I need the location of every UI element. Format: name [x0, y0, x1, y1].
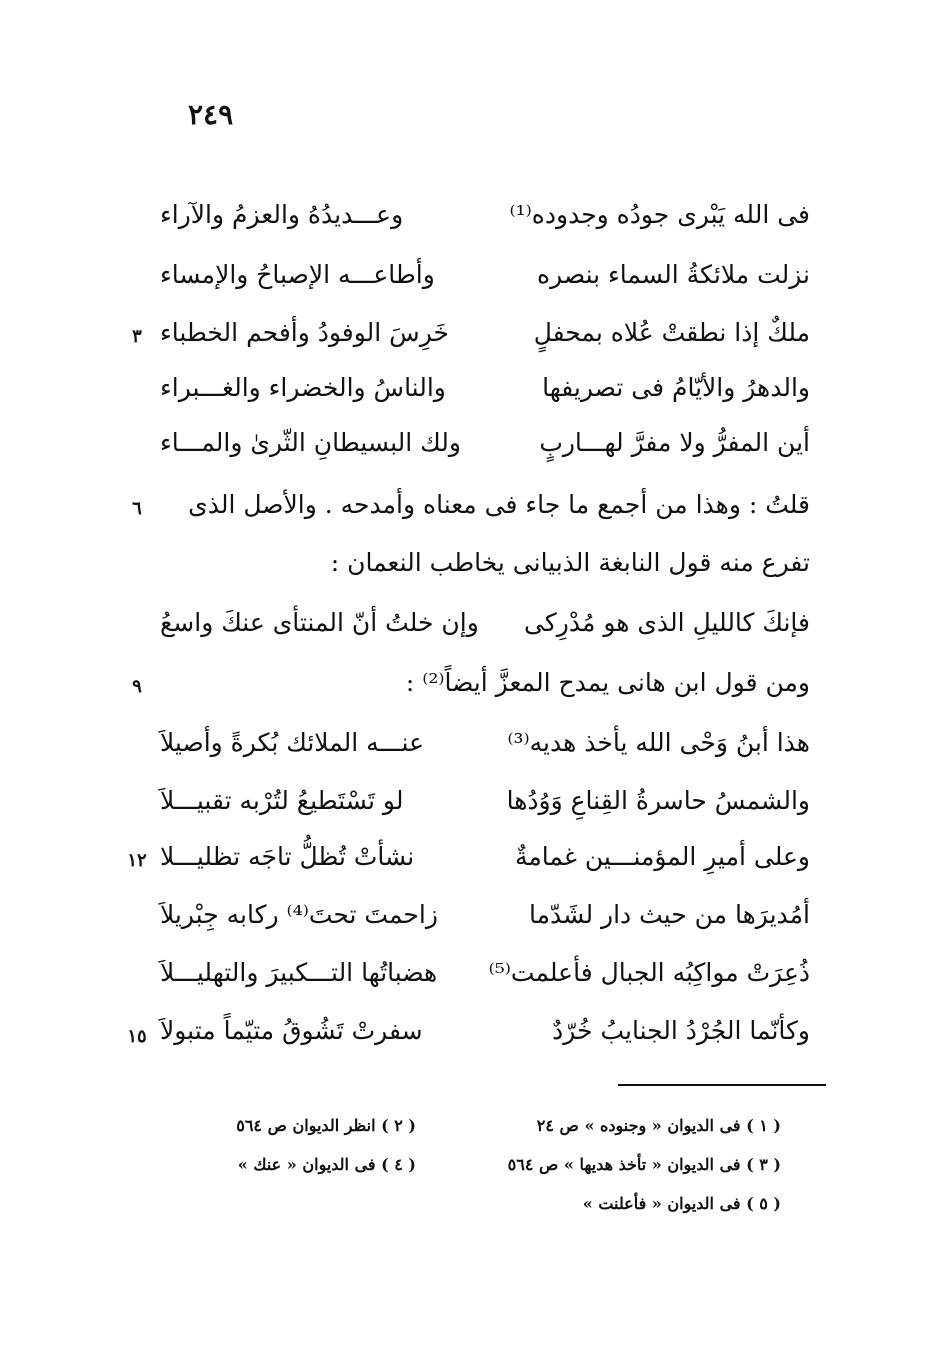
verse-line: [160, 373, 810, 419]
verse-line: [160, 900, 810, 946]
verse-line: [160, 608, 810, 654]
verse-hemistich-first: ملكٌ إذا نطقتْ عُلاه بمحفلٍ: [533, 318, 810, 347]
verse-hemistich-second: لو تَسْتَطيعُ لتُرْبه تقبيـــلاَ: [160, 786, 404, 815]
verse-line: [160, 728, 810, 774]
verse-hemistich-first: وعلى أميرِ المؤمنـــين غمامةٌ: [515, 842, 810, 871]
line-number: ٣: [132, 326, 142, 347]
verse-hemistich-first: والدهرُ والأيّامُ فى تصريفها: [542, 373, 810, 402]
footnote: ( ١ ) فى الديوان « وجنوده » ص ٢٤: [536, 1116, 781, 1135]
verse-hemistich-first: أمُديرَها من حيث دار لشَدّما: [529, 900, 810, 929]
verse-line: [160, 842, 810, 888]
verse-hemistich-first: والشمسُ حاسرةُ القِناعِ وَوُدُها: [506, 786, 810, 815]
line-number: ١٢: [127, 850, 147, 871]
verse-line: [160, 786, 810, 832]
verse-hemistich-second: والناسُ والخضراء والغـــبراء: [160, 373, 446, 402]
verse-line: [160, 200, 810, 246]
verse-hemistich-second: عنـــه الملائك بُكرةً وأصيلاَ: [160, 728, 425, 757]
line-number: ٩: [132, 676, 142, 697]
verse-line: [160, 958, 810, 1004]
verse-hemistich-first: فإنكَ كالليلِ الذى هو مُدْرِكى: [524, 608, 810, 637]
verse-hemistich-first: هذا أبنُ وَحْى الله يأخذ هديه⁽³⁾: [507, 728, 810, 757]
verse-hemistich-second: ولك البسيطانِ الثّرىٰ والمـــاء: [160, 428, 461, 457]
verse-line: [160, 260, 810, 306]
verse-line: [160, 318, 810, 364]
verse-hemistich-second: هضباتُها التـــكبيرَ والتهليـــلاَ: [160, 958, 438, 987]
verse-hemistich-first: فى الله يَبْرى جودُه وجدوده⁽¹⁾: [509, 200, 810, 229]
footnote: ( ٢ ) انظر الديوان ص ٥٦٤: [236, 1116, 416, 1135]
prose-line: تفرع منه قول النابغة الذبيانى يخاطب النعمان :: [330, 548, 810, 577]
verse-hemistich-second: وأطاعـــه الإصباحُ والإمساء: [160, 260, 435, 289]
verse-hemistich-first: أين المفرُّ ولا مفرَّ لهـــاربٍ: [539, 428, 810, 457]
verse-hemistich-second: خَرِسَ الوفودُ وأفحم الخطباء: [160, 318, 449, 347]
footnote: ( ٤ ) فى الديوان « عنك »: [237, 1155, 416, 1174]
verse-hemistich-second: وعـــديدُهُ والعزمُ والآراء: [160, 200, 404, 229]
verse-hemistich-second: وإن خلتُ أنّ المنتأى عنكَ واسعُ: [160, 608, 479, 637]
page-number: ٢٤٩: [188, 98, 234, 131]
verse-line: [160, 428, 810, 474]
verse-hemistich-first: ذُعِرَتْ مواكِبُه الجبال فأعلمت⁽⁵⁾: [488, 958, 810, 987]
verse-hemistich-second: زاحمتَ تحتَ⁽⁴⁾ ركابه جِبْريلاَ: [160, 900, 438, 929]
footnote-divider: [618, 1084, 826, 1086]
verse-line: [160, 1016, 810, 1062]
verse-hemistich-first: نزلت ملائكةُ السماء بنصره: [537, 260, 810, 289]
verse-hemistich-first: وكأنّما الجُرْدُ الجنايبُ خُرّدٌ: [552, 1016, 810, 1045]
footnote: ( ٣ ) فى الديوان « تأخذ هديها » ص ٥٦٤: [507, 1155, 781, 1174]
line-number: ١٥: [127, 1026, 147, 1047]
footnote: ( ٥ ) فى الديوان « فأعلنت »: [582, 1194, 781, 1213]
verse-hemistich-second: نشأتْ تُظلُّ تاجَه تظليـــلا: [160, 842, 415, 871]
line-number: ٦: [132, 498, 142, 519]
verse-hemistich-second: سفرتْ تَشُوقُ متيّماً متبولاَ: [160, 1016, 423, 1045]
prose-line: ومن قول ابن هانى يمدح المعزَّ أيضاً⁽²⁾ :: [405, 668, 810, 697]
prose-line: قلتُ : وهذا من أجمع ما جاء فى معناه وأمدحه . والأصل الذى: [188, 490, 810, 519]
